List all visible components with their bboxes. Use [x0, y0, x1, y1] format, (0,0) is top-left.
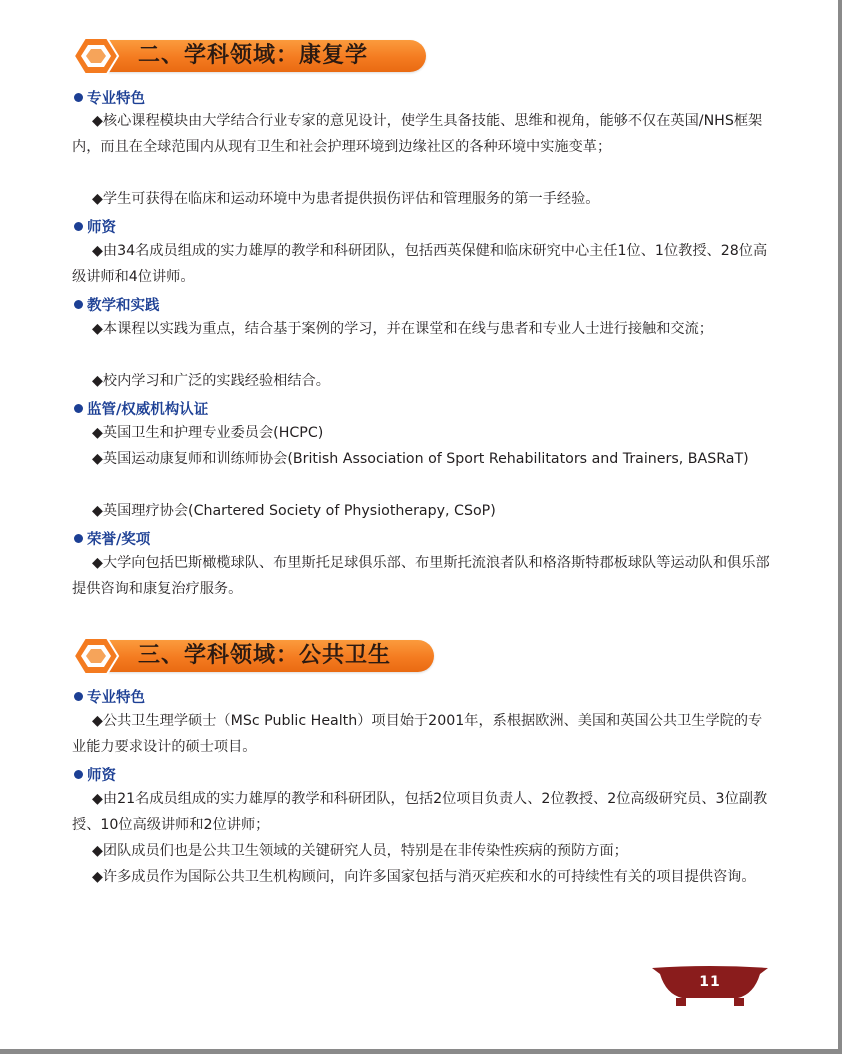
bullet-dot-icon: [74, 93, 83, 102]
hexagon-icon: [72, 36, 120, 76]
paragraph: ◆核心课程模块由大学结合行业专家的意见设计，使学生具备技能、思维和视角，能够不仅在英国/NHS框架内，而且在全球范围内从现有卫生和社会护理环境到边缘社区的各种环境中实施变革；: [72, 113, 763, 155]
paragraph: ◆英国运动康复师和训练师协会(British Association of Sport Rehabilitators and Trainers, BASRaT): [92, 451, 749, 467]
paragraph: ◆公共卫生理学硕士（MSc Public Health）项目始于2001年，系根据欧洲、美国和英国公共卫生学院的专业能力要求设计的硕士项目。: [72, 713, 763, 755]
paragraph: ◆团队成员们也是公共卫生领域的关键研究人员，特别是在非传染性疾病的预防方面；: [92, 843, 628, 859]
page-edge-bottom: [0, 1049, 842, 1054]
section-title: 二、学科领域：康复学: [138, 43, 369, 68]
subheading: 师资: [74, 764, 116, 785]
bullet-dot-icon: [74, 404, 83, 413]
paragraph: ◆校内学习和广泛的实践经验相结合。: [92, 373, 330, 389]
section-title: 三、学科领域：公共卫生: [138, 643, 392, 668]
bullet-dot-icon: [74, 222, 83, 231]
subheading: 师资: [74, 216, 116, 237]
subheading: 专业特色: [74, 87, 145, 108]
paragraph: ◆英国卫生和护理专业委员会(HCPC): [92, 425, 324, 441]
page-number: 11: [699, 974, 721, 990]
subheading: 教学和实践: [74, 294, 160, 315]
hexagon-icon: [72, 636, 120, 676]
page-edge-right: [838, 0, 842, 1054]
paragraph: ◆由34名成员组成的实力雄厚的教学和科研团队，包括西英保健和临床研究中心主任1位、1位教授、28位高级讲师和4位讲师。: [72, 243, 768, 285]
paragraph: ◆由21名成员组成的实力雄厚的教学和科研团队，包括2位项目负责人、2位教授、2位高级研究员、3位副教授、10位高级讲师和2位讲师；: [72, 791, 768, 833]
subheading: 监管/权威机构认证: [74, 398, 208, 419]
paragraph: ◆大学向包括巴斯橄榄球队、布里斯托足球俱乐部、布里斯托流浪者队和格洛斯特郡板球队等运动队和俱乐部提供咨询和康复治疗服务。: [72, 555, 770, 597]
paragraph: ◆本课程以实践为重点，结合基于案例的学习，并在课堂和在线与患者和专业人士进行接触和交流；: [92, 321, 713, 337]
subheading: 荣誉/奖项: [74, 528, 150, 549]
paragraph: ◆许多成员作为国际公共卫生机构顾问，向许多国家包括与消灭疟疾和水的可持续性有关的项目提供咨询。: [92, 869, 756, 885]
paragraph: ◆英国理疗协会(Chartered Society of Physiotherapy, CSoP): [92, 503, 496, 519]
subheading: 专业特色: [74, 686, 145, 707]
bullet-dot-icon: [74, 534, 83, 543]
paragraph: ◆学生可获得在临床和运动环境中为患者提供损伤评估和管理服务的第一手经验。: [92, 191, 600, 207]
bullet-dot-icon: [74, 770, 83, 779]
bullet-dot-icon: [74, 300, 83, 309]
bullet-dot-icon: [74, 692, 83, 701]
